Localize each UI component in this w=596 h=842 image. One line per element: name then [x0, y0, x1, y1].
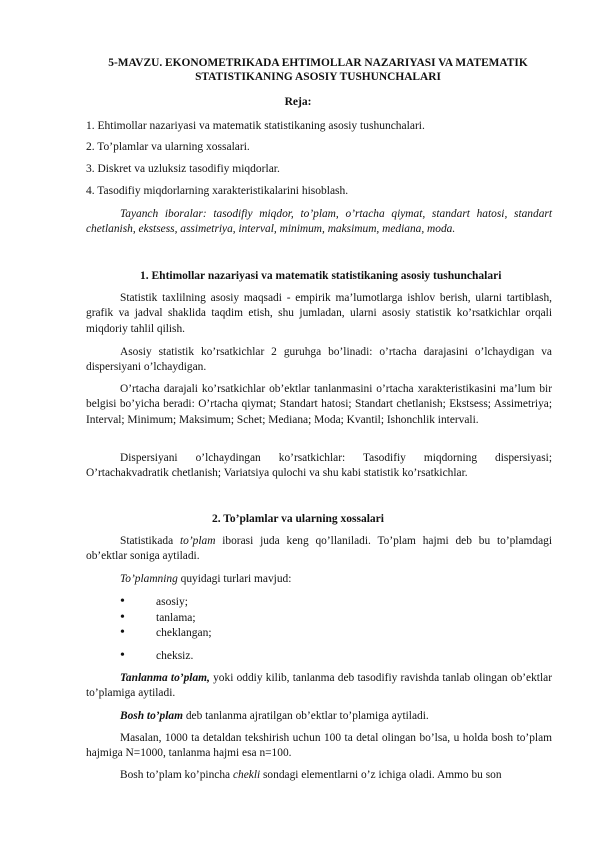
section-1-paragraph-3: O’rtacha darajali ko’rsatkichlar ob’ektlar tanlanmasini o’rtacha xarakteristikasini ma’lum bir belgisi bo’yicha beradi: O’rtacha qiymat; Standart hatosi; Standart chetlanish; Ekstsess; Assimetriya; Interval; Minimum; Maksimum; Schet; Mediana; Moda; Kvantil; Ishonchlik intervali.: [86, 383, 552, 426]
bullet-icon: •: [120, 625, 125, 640]
keywords-paragraph: [86, 207, 552, 238]
list-item: • tanlama;: [120, 610, 196, 625]
section-1-heading: 1. Ehtimollar nazariyasi va matematik statistikaning asosiy tushunchalari: [140, 270, 502, 282]
plan-item-1: 1. Ehtimollar nazariyasi va matematik statistikaning asosiy tushunchalari.: [86, 120, 425, 132]
plan-item-4: 4. Tasodifiy miqdorlarning xarakteristikalarini hisoblash.: [86, 185, 349, 197]
list-item: • asosiy;: [120, 594, 188, 609]
section-1-paragraph-4: Dispersiyani o’lchaydingan ko’rsatkichlar: Tasodifiy miqdorning dispersiyasi; O’rtachakvadratik chetlanish; Variatsiya qulochi va shu kabi statistik ko’rsatkichlar.: [86, 452, 552, 480]
section-2-paragraph-3: Tanlanma to’plam, yoki oddiy kilib, tanlanma deb tasodifiy ravishda tanlab olingan ob’ektlar to’plamiga aytiladi.: [86, 672, 552, 700]
plan-item-3: 3. Diskret va uzluksiz tasodifiy miqdorlar.: [86, 163, 280, 175]
section-1-paragraph-1: Statistik taxlilning asosiy maqsadi - empirik ma’lumotlarga ishlov berish, ularni tartiblash, grafik va jadval shaklida taqdim etish, shu jumladan, ularni asosiy statistik ko’rsatkichlar orqali miqdoriy tahlil qilish.: [86, 292, 552, 335]
list-item: • cheksiz.: [120, 648, 194, 663]
section-1-paragraph-2: Asosiy statistik ko’rsatkichlar 2 guruhga bo’linadi: o’rtacha darajasini o’lchaydigan va dispersiyani o’lchaydigan.: [86, 346, 552, 374]
plan-heading: Reja:: [284, 96, 312, 108]
keywords-text: Tayanch iboralar: tasodifiy miqdor, to’plam, o’rtacha qiymat, standart hatosi, standart chetlanish, ekstsess, assimetriya, interval, minimum, maksimum, mediana, moda.: [86, 208, 552, 236]
section-2-paragraph-6: Bosh to’plam ko’pincha chekli sondagi elementlarni o’z ichiga oladi. Ammo bu son: [120, 769, 502, 781]
section-2-paragraph-1: Statistikada to’plam iborasi juda keng qo’llaniladi. To’plam hajmi deb bu to’plamdagi ob’ektlar soniga aytiladi.: [86, 535, 553, 563]
bullet-icon: •: [120, 594, 125, 609]
section-2-paragraph-5: Masalan, 1000 ta detaldan tekshirish uchun 100 ta detal olingan bo’lsa, u holda bosh to’plam hajmiga N=1000, tanlanma hajmi esa n=100.: [86, 732, 552, 760]
bullet-icon: •: [120, 648, 125, 663]
plan-item-2: 2. To’plamlar va ularning xossalari.: [86, 141, 250, 153]
list-item: • cheklangan;: [120, 625, 212, 640]
section-2-heading: 2. To’plamlar va ularning xossalari: [211, 513, 384, 525]
bullet-icon: •: [120, 610, 125, 625]
section-2-paragraph-2: To’plamning quyidagi turlari mavjud:: [120, 573, 292, 585]
section-2-paragraph-4: Bosh to’plam deb tanlanma ajratilgan ob’ektlar to’plamiga aytiladi.: [120, 710, 429, 722]
document-title: 5-MAVZU. EKONOMETRIKADA EHTIMOLLAR NAZARIYASI VA MATEMATIK STATISTIKANING ASOSIY TUSHUNCHALARI: [108, 57, 528, 83]
